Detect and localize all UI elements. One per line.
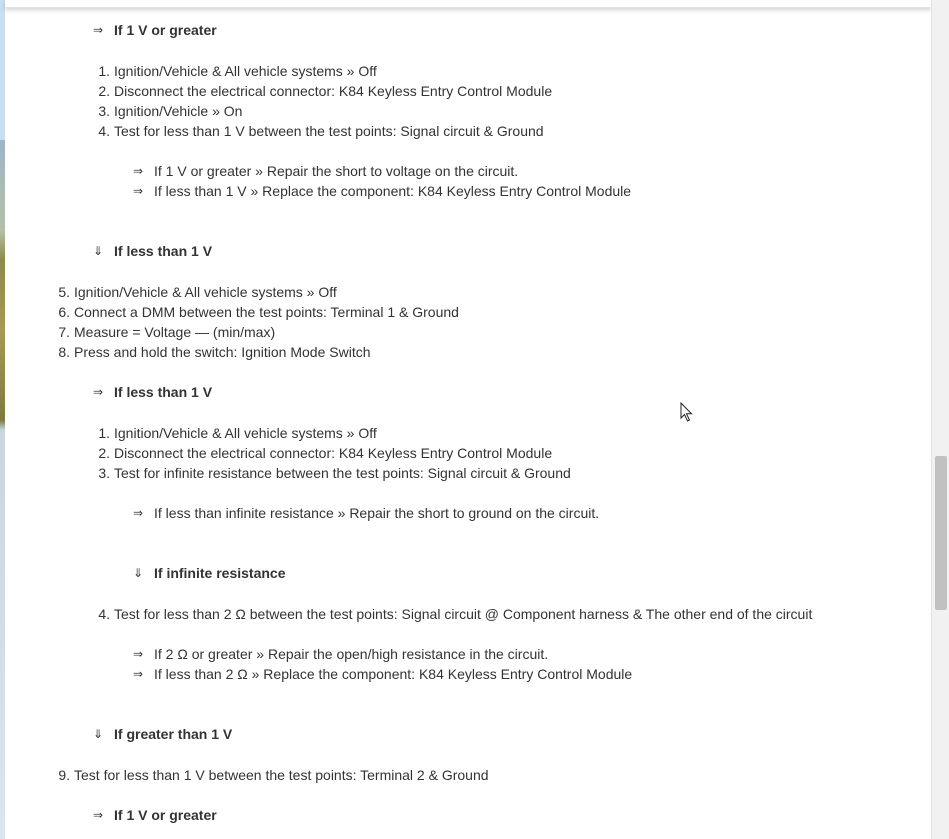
list-number: 2. xyxy=(98,445,110,461)
result-item: If less than 1 V » Replace the component: K84 Keyless Entry Control Module xyxy=(154,183,632,199)
result-arrow-right: ⇒ xyxy=(133,667,144,681)
scrollbar-thumb[interactable] xyxy=(935,456,947,610)
list-item: Test for infinite resistance between the test points: Signal circuit & Ground xyxy=(114,465,571,481)
list-number: 4. xyxy=(98,123,110,139)
list-number: 3. xyxy=(98,465,110,481)
list-item: Ignition/Vehicle & All vehicle systems » Off xyxy=(114,425,377,441)
list-number: 3. xyxy=(98,103,110,119)
result-heading: If 1 V or greater xyxy=(114,22,217,38)
result-arrow-right: ⇒ xyxy=(93,23,104,37)
result-arrow-down: ⇓ xyxy=(93,244,104,258)
list-number: 5. xyxy=(58,284,70,300)
list-item: Press and hold the switch: Ignition Mode Switch xyxy=(74,344,371,360)
vertical-scrollbar[interactable] xyxy=(931,0,949,839)
top-panel-edge xyxy=(5,0,931,8)
list-number: 9. xyxy=(58,767,70,783)
list-item: Connect a DMM between the test points: Terminal 1 & Ground xyxy=(74,304,459,320)
list-number: 6. xyxy=(58,304,70,320)
list-item: Test for less than 1 V between the test points: Signal circuit & Ground xyxy=(114,123,544,139)
result-item: If 1 V or greater » Repair the short to voltage on the circuit. xyxy=(154,163,519,179)
window-left-edge xyxy=(0,0,5,839)
result-heading: If infinite resistance xyxy=(154,565,286,581)
list-number: 7. xyxy=(58,324,70,340)
list-number: 1. xyxy=(98,63,110,79)
result-item: If 2 Ω or greater » Repair the open/high resistance in the circuit. xyxy=(154,646,549,662)
list-item: Ignition/Vehicle & All vehicle systems » Off xyxy=(114,63,377,79)
result-arrow-right: ⇒ xyxy=(93,385,104,399)
result-arrow-right: ⇒ xyxy=(133,647,144,661)
list-item: Ignition/Vehicle & All vehicle systems » Off xyxy=(74,284,337,300)
list-number: 8. xyxy=(58,344,70,360)
list-item: Ignition/Vehicle » On xyxy=(114,103,243,119)
list-item: Disconnect the electrical connector: K84 Keyless Entry Control Module xyxy=(114,83,553,99)
result-heading: If less than 1 V xyxy=(114,243,213,259)
result-arrow-down: ⇓ xyxy=(93,727,104,741)
list-item: Test for less than 2 Ω between the test points: Signal circuit @ Component harness & The other end of the circuit xyxy=(114,606,813,622)
list-number: 4. xyxy=(98,606,110,622)
result-heading: If less than 1 V xyxy=(114,384,213,400)
list-item: Test for less than 1 V between the test points: Terminal 2 & Ground xyxy=(74,767,489,783)
result-arrow-right: ⇒ xyxy=(133,506,144,520)
result-arrow-down: ⇓ xyxy=(133,566,144,580)
result-arrow-right: ⇒ xyxy=(93,808,104,822)
mouse-pointer-icon xyxy=(680,402,694,424)
result-arrow-right: ⇒ xyxy=(133,164,144,178)
list-number: 1. xyxy=(98,425,110,441)
result-arrow-right: ⇒ xyxy=(133,184,144,198)
result-heading: If 1 V or greater xyxy=(114,807,217,823)
result-item: If less than 2 Ω » Replace the component: K84 Keyless Entry Control Module xyxy=(154,666,633,682)
list-item: Disconnect the electrical connector: K84 Keyless Entry Control Module xyxy=(114,445,553,461)
list-number: 2. xyxy=(98,83,110,99)
list-item: Measure = Voltage — (min/max) xyxy=(74,324,276,340)
result-heading: If greater than 1 V xyxy=(114,726,233,742)
result-item: If less than infinite resistance » Repair the short to ground on the circuit. xyxy=(154,505,600,521)
